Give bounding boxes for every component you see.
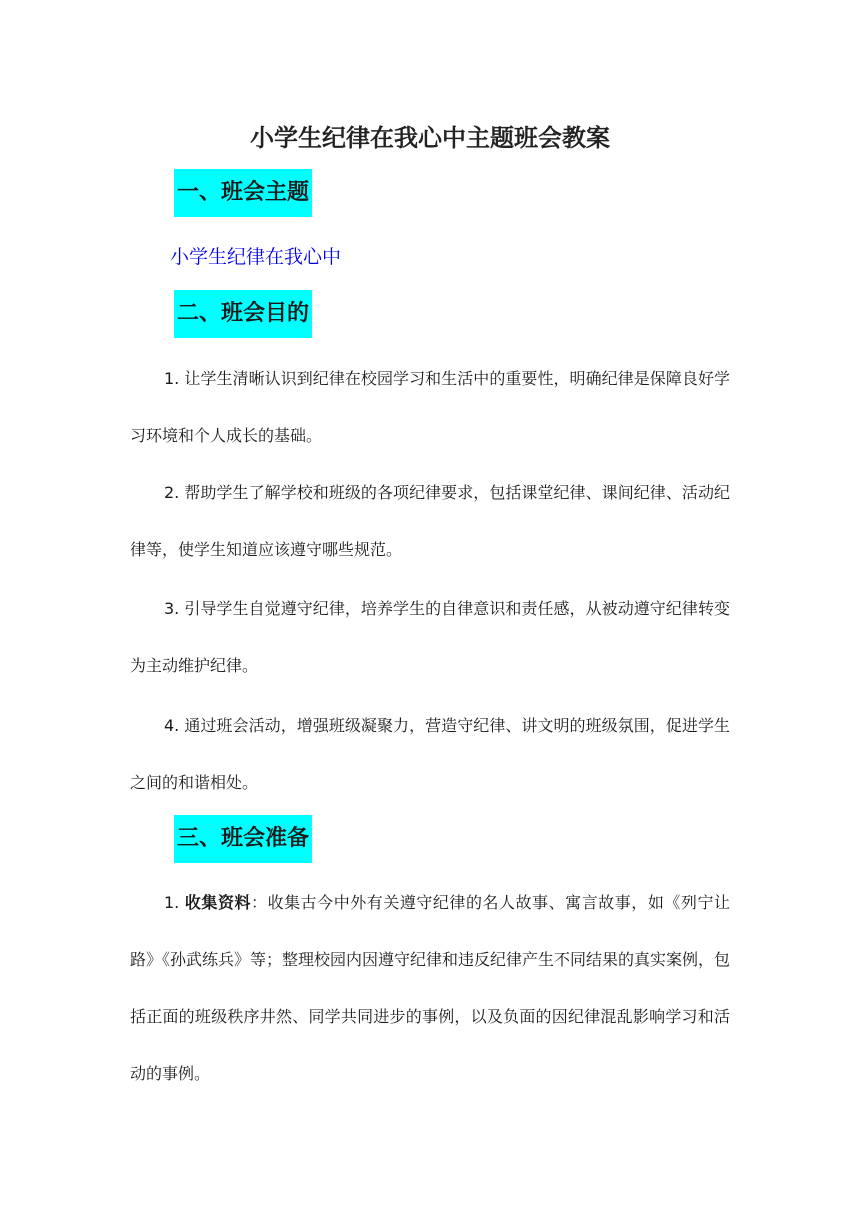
section-heading-goals: 二、班会目的: [174, 290, 312, 338]
document-title: 小学生纪律在我心中主题班会教案: [250, 124, 610, 152]
section-heading-topic: 一、班会主题: [174, 169, 312, 217]
preparation-item-text: ：收集古今中外有关遵守纪律的名人故事、寓言故事，如《列宁让路》《孙武练兵》等；整理校园内因遵守纪律和违反纪律产生不同结果的真实案例，包括正面的班级秩序井然、同学共同进步的事例，以及负面的因纪律混乱影响学习和活动的事例。: [130, 893, 731, 1083]
preparation-item-1: [130, 874, 730, 1102]
goal-item-1: 1. 让学生清晰认识到纪律在校园学习和生活中的重要性，明确纪律是保障良好学习环境和个人成长的基础。: [130, 369, 730, 445]
goal-item-2: 2. 帮助学生了解学校和班级的各项纪律要求，包括课堂纪律、课间纪律、活动纪律等，使学生知道应该遵守哪些规范。: [130, 483, 730, 559]
preparation-item-label: 收集资料: [184, 893, 252, 912]
preparation-item-number: 1.: [164, 893, 180, 912]
section-heading-preparation: 三、班会准备: [174, 815, 312, 863]
goal-item-3: 3. 引导学生自觉遵守纪律，培养学生的自律意识和责任感，从被动遵守纪律转变为主动维护纪律。: [130, 599, 730, 675]
topic-content: 小学生纪律在我心中: [170, 246, 342, 268]
goal-item-4: 4. 通过班会活动，增强班级凝聚力，营造守纪律、讲文明的班级氛围，促进学生之间的和谐相处。: [130, 716, 730, 792]
